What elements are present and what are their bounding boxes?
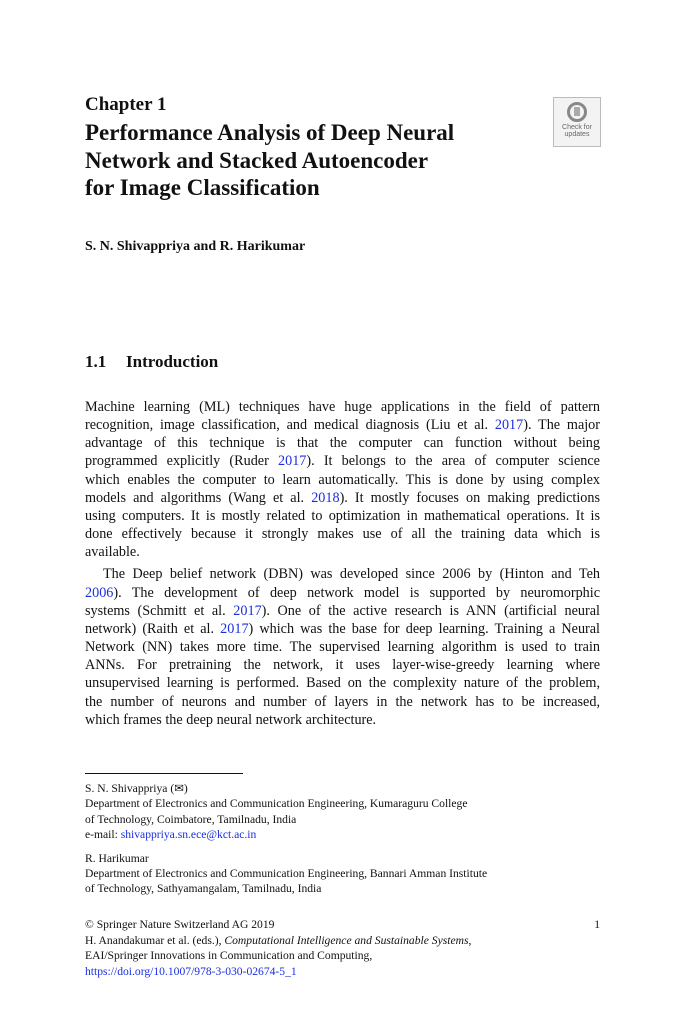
text-line xyxy=(85,398,600,416)
paragraph xyxy=(85,398,600,561)
author-footnotes xyxy=(85,781,600,897)
text-line xyxy=(85,565,600,583)
text-segment: The Deep belief network (DBN) was developed since 2006 by (Hinton and Teh xyxy=(103,566,600,583)
text-segment: ). One of the active research is ANN (artificial neural xyxy=(261,602,600,619)
authors: S. N. Shivappriya and R. Harikumar xyxy=(85,239,306,254)
text-segment: programmed explicitly (Ruder xyxy=(85,453,278,470)
bookmark-icon xyxy=(567,102,587,122)
copyright-block xyxy=(85,917,600,979)
footnote-rule xyxy=(85,773,243,774)
text-segment: ANNs. For pretraining the network, it uses layer-wise-greedy learning where xyxy=(85,657,600,674)
text-segment: the number of neurons and number of layers in the network has to be increased, xyxy=(85,693,600,710)
author2-name: R. Harikumar xyxy=(85,851,149,865)
text-segment: Machine learning (ML) techniques have huge applications in the field of pattern xyxy=(85,399,600,415)
text-segment: Network (NN) takes more time. The supervised learning algorithm is used to train xyxy=(85,639,600,656)
text-segment: ). It mostly focuses on making predictions xyxy=(339,489,600,506)
editors: H. Anandakumar et al. (eds.), xyxy=(85,933,225,947)
paragraph xyxy=(85,565,600,728)
citation-link[interactable]: 2017 xyxy=(278,453,307,470)
title-line: for Image Classification xyxy=(85,175,320,200)
copyright-line: © Springer Nature Switzerland AG 2019 xyxy=(85,918,275,931)
citation-link[interactable]: 2017 xyxy=(494,417,524,434)
text-segment: ). The major xyxy=(523,417,600,434)
text-segment: done effectively because it strongly makes use of all the training data which is xyxy=(85,526,600,543)
title-line: Performance Analysis of Deep Neural xyxy=(85,120,455,145)
text-line xyxy=(85,620,600,638)
text-line xyxy=(85,638,600,656)
text-line xyxy=(85,507,600,525)
text-segment: models and algorithms (Wang et al. xyxy=(85,489,312,506)
text-line xyxy=(85,525,600,543)
envelope-icon: ✉ xyxy=(174,782,184,795)
email-link[interactable]: shivappriya.sn.ece@kct.ac.in xyxy=(120,828,257,842)
series-line: EAI/Springer Innovations in Communication and Computing, xyxy=(85,949,373,963)
chapter-label: Chapter 1 xyxy=(85,94,167,115)
text-line xyxy=(85,693,600,711)
citation-link[interactable]: 2018 xyxy=(311,489,340,506)
title-line: Network and Stacked Autoencoder xyxy=(85,147,429,173)
body-text xyxy=(85,398,600,729)
text-line xyxy=(85,452,600,470)
citation-link[interactable]: 2006 xyxy=(85,584,114,601)
text-segment: unsupervised learning is performed. Based on the complexity nature of the problem, xyxy=(85,675,600,692)
paren: ) xyxy=(183,782,188,795)
doi-link[interactable]: https://doi.org/10.1007/978-3-030-02674-5_1 xyxy=(85,964,297,978)
affiliation-line: Department of Electronics and Communication Engineering, Bannari Amman Institute xyxy=(85,867,488,881)
text-segment: which frames the deep neural network architecture. xyxy=(85,711,377,728)
text-segment: network) (Raith et al. xyxy=(85,620,221,637)
text-line xyxy=(85,543,600,561)
text-segment: ) which was the base for deep learning. Training a Neural xyxy=(248,620,600,637)
text-line xyxy=(85,434,600,452)
badge-line: updates xyxy=(564,131,590,138)
email-line xyxy=(85,827,600,842)
email-label: e-mail: xyxy=(85,828,121,842)
text-line xyxy=(85,674,600,692)
page-number: 1 xyxy=(594,918,600,931)
citation-link[interactable]: 2017 xyxy=(233,602,262,619)
section-heading xyxy=(85,352,218,372)
author1-name-line xyxy=(85,781,600,796)
text-line xyxy=(85,584,600,602)
affiliation-line: Department of Electronics and Communication Engineering, Kumaraguru College xyxy=(85,797,468,811)
book-title: Computational Intelligence and Sustainable Systems xyxy=(224,933,469,947)
author1-name: S. N. Shivappriya ( xyxy=(85,782,175,795)
affiliation-line: of Technology, Coimbatore, Tamilnadu, India xyxy=(85,812,297,826)
text-segment: available. xyxy=(85,544,140,561)
text-line xyxy=(85,711,600,729)
text-line xyxy=(85,489,600,507)
text-line xyxy=(85,602,600,620)
section-title: Introduction xyxy=(126,352,219,371)
check-for-updates-badge[interactable] xyxy=(553,97,601,147)
citation-link[interactable]: 2017 xyxy=(220,620,249,637)
text-line xyxy=(85,416,600,434)
text-segment: using computers. It is mostly related to optimization in mathematical operations. It is xyxy=(85,507,600,524)
chapter-title xyxy=(85,119,545,202)
comma: , xyxy=(468,933,472,947)
text-segment: which enables the computer to learn automatically. This is done by using complex xyxy=(85,471,600,488)
text-segment: advantage of this technique is that the computer can function without being xyxy=(85,435,600,452)
book-line xyxy=(85,933,600,949)
text-segment: ). The development of deep network model is supported by neuromorphic xyxy=(113,584,600,601)
text-segment: ). It belongs to the area of computer science xyxy=(306,453,600,470)
badge-line: Check for xyxy=(562,124,592,131)
text-segment: recognition, image classification, and medical diagnosis (Liu et al. xyxy=(85,417,495,434)
text-segment: systems (Schmitt et al. xyxy=(85,602,234,619)
section-number: 1.1 xyxy=(85,352,107,371)
text-line xyxy=(85,656,600,674)
text-line xyxy=(85,471,600,489)
affiliation-line: of Technology, Sathyamangalam, Tamilnadu, India xyxy=(85,882,322,896)
